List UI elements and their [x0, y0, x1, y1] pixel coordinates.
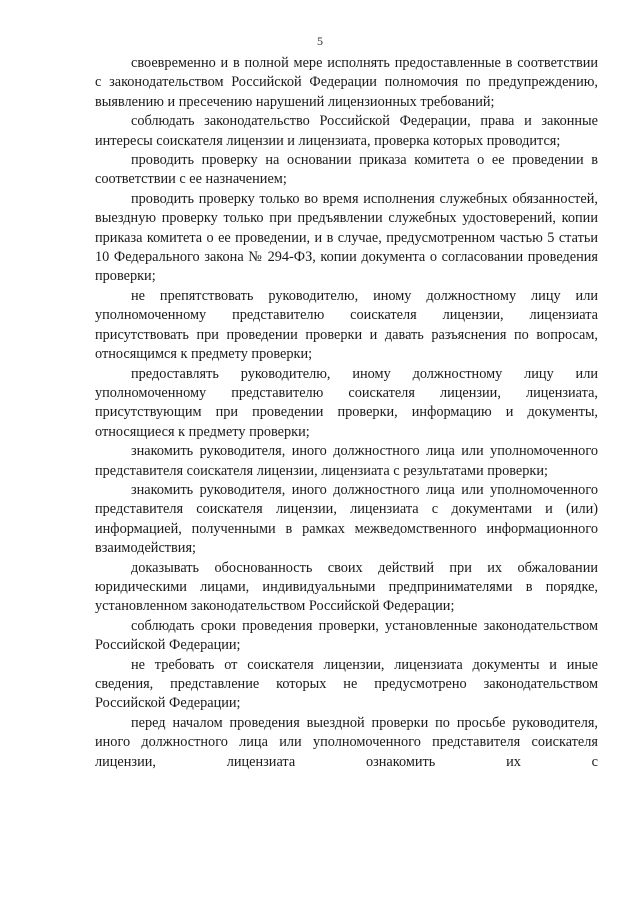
paragraph: не требовать от соискателя лицензии, лицензиата документы и иные сведения, представление которых не предусмотрено законодательством Российской Федерации; — [95, 656, 598, 712]
paragraph: соблюдать законодательство Российской Федерации, права и законные интересы соискателя лицензии и лицензиата, проверка которых проводится; — [95, 113, 598, 149]
paragraph: своевременно и в полной мере исполнять предоставленные в соответствии с законодательством Российской Федерации полномочия по предупреждению, выявлению и пресечению нарушений лицензионных требований; — [95, 55, 598, 110]
paragraph: знакомить руководителя, иного должностного лица или уполномоченного представителя соискателя лицензии, лицензиата с результатами проверки; — [95, 443, 598, 479]
document-body — [95, 54, 598, 772]
paragraph: не препятствовать руководителю, иному должностному лицу или уполномоченному представителю соискателя лицензии, лицензиата присутствовать при проведении проверки и давать разъяснения по вопросам, относящимся к предмету проверки; — [95, 287, 598, 363]
paragraph: перед началом проведения выездной проверки по просьбе руководителя, иного должностного лица или уполномоченного представителя соискателя лицензии, лицензиата ознакомить их с — [95, 714, 598, 770]
page-number: 5 — [317, 34, 323, 48]
paragraph: проводить проверку только во время исполнения служебных обязанностей, выездную проверку только при предъявлении служебных удостоверений, копии приказа комитета о ее проведении, и в случае, предусмотренном частью 5 статьи 10 Федерального закона № 294-ФЗ, копии документа о согласовании проведения проверки; — [95, 190, 598, 285]
paragraph: доказывать обоснованность своих действий при их обжаловании юридическими лицами, индивидуальными предпринимателями в порядке, установленном законодательством Российской Федерации; — [95, 559, 598, 615]
paragraph: соблюдать сроки проведения проверки, установленные законодательством Российской Федерации; — [95, 617, 598, 654]
paragraph: проводить проверку на основании приказа комитета о ее проведении в соответствии с ее назначением; — [95, 152, 598, 188]
paragraph: предоставлять руководителю, иному должностному лицу или уполномоченному представителю соискателя лицензии, лицензиата, присутствующим при проведении проверки, информацию и документы, относящиеся к предмету проверки; — [95, 365, 598, 440]
paragraph: знакомить руководителя, иного должностного лица или уполномоченного представителя соискателя лицензии, лицензиата с документами и (или) информацией, полученными в рамках межведомственного информационного взаимодействия; — [95, 481, 598, 557]
